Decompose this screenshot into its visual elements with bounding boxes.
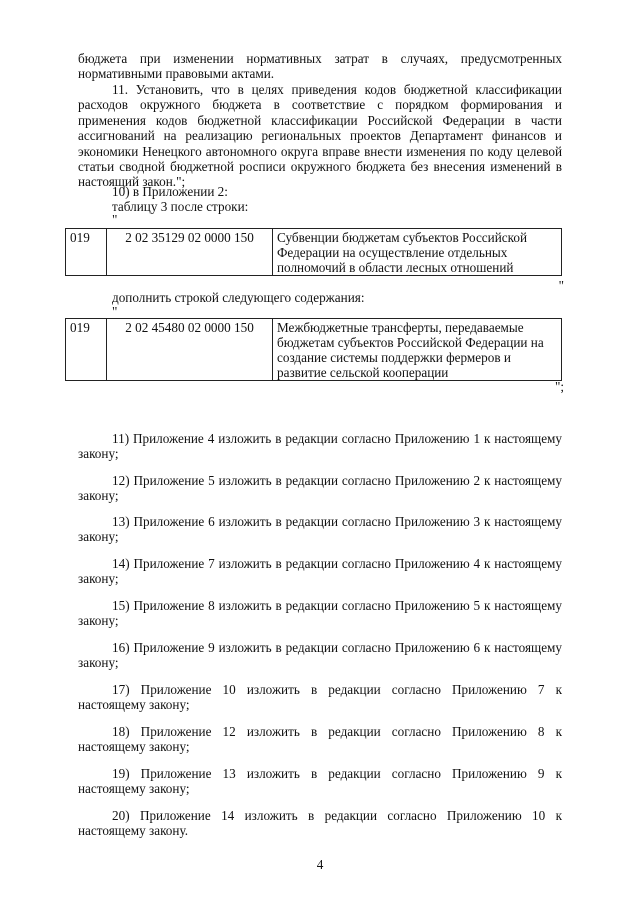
table-row xyxy=(66,319,562,381)
close-quote-2: "; xyxy=(554,379,564,394)
open-quote-2: " xyxy=(112,304,118,319)
budget-table-row-2 xyxy=(65,318,562,381)
list-item: 19) Приложение 13 изложить в редакции согласно Приложению 9 к настоящему закону; xyxy=(78,766,562,797)
open-quote-1: " xyxy=(112,212,118,227)
list-item: 16) Приложение 9 изложить в редакции согласно Приложению 6 к настоящему закону; xyxy=(78,640,562,671)
list-item: 14) Приложение 7 изложить в редакции согласно Приложению 4 к настоящему закону; xyxy=(78,556,562,587)
admin-code-cell: 019 xyxy=(66,229,107,276)
paragraph-11: 11. Установить, что в целях приведения кодов бюджетной классификации расходов окружного бюджета в соответствие с порядком формирования и применения кодов бюджетной классификации Российской Федерации в части ассигнований на реализацию региональных проектов Департамент финансов и экономики Ненецкого автономного округа вправе внести изменения по коду целевой статьи сводной бюджетной росписи окружного бюджета без внесения изменений в настоящий закон."; xyxy=(78,82,562,190)
revenue-name-cell: Межбюджетные трансферты, передаваемые бюджетам субъектов Российской Федерации на создание системы поддержки фермеров и развитие сельской кооперации xyxy=(273,319,562,381)
paragraph-continuation: бюджета при изменении нормативных затрат в случаях, предусмотренных нормативными правовыми актами. xyxy=(78,51,562,82)
list-item: 11) Приложение 4 изложить в редакции согласно Приложению 1 к настоящему закону; xyxy=(78,431,562,462)
list-item: 15) Приложение 8 изложить в редакции согласно Приложению 5 к настоящему закону; xyxy=(78,598,562,629)
list-item: 18) Приложение 12 изложить в редакции согласно Приложению 8 к настоящему закону; xyxy=(78,724,562,755)
list-item: 17) Приложение 10 изложить в редакции согласно Приложению 7 к настоящему закону; xyxy=(78,682,562,713)
list-item: 12) Приложение 5 изложить в редакции согласно Приложению 2 к настоящему закону; xyxy=(78,473,562,504)
list-item: 20) Приложение 14 изложить в редакции согласно Приложению 10 к настоящему закону. xyxy=(78,808,562,839)
admin-code-cell: 019 xyxy=(66,319,107,381)
table-row xyxy=(66,229,562,276)
budget-code-cell: 2 02 45480 02 0000 150 xyxy=(107,319,273,381)
budget-code-cell: 2 02 35129 02 0000 150 xyxy=(107,229,273,276)
list-item: 13) Приложение 6 изложить в редакции согласно Приложению 3 к настоящему закону; xyxy=(78,514,562,545)
revenue-name-cell: Субвенции бюджетам субъектов Российской Федерации на осуществление отдельных полномочий в области лесных отношений xyxy=(273,229,562,276)
item-10-subtitle: таблицу 3 после строки: xyxy=(112,199,249,214)
document-page xyxy=(70,0,564,903)
close-quote-1: " xyxy=(558,278,564,293)
page-number: 4 xyxy=(316,857,324,872)
budget-table-row-1 xyxy=(65,228,562,276)
item-10-title: 10) в Приложении 2: xyxy=(112,184,228,199)
add-row-instruction: дополнить строкой следующего содержания: xyxy=(112,290,365,305)
